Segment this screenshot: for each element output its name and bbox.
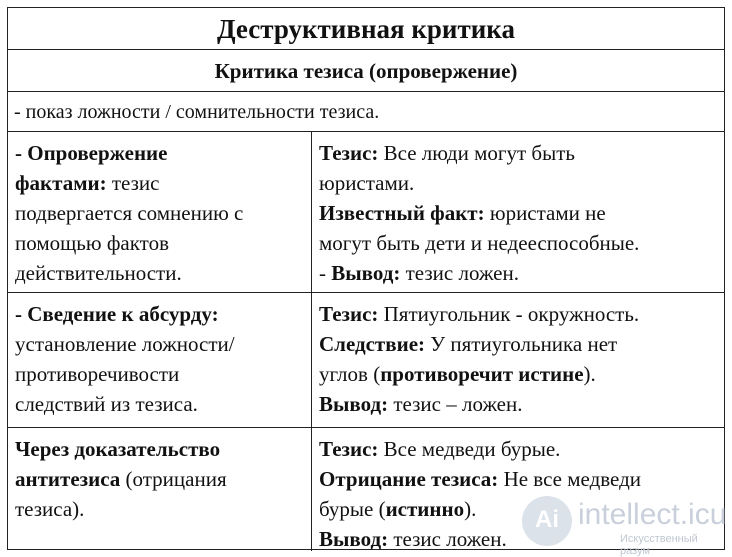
- cell-line: [15, 299, 304, 329]
- cell-line: [15, 359, 304, 389]
- table-title-row: [8, 8, 724, 50]
- cell-line: [15, 198, 304, 228]
- example-cell: [312, 293, 724, 427]
- plain-text: тезиса).: [15, 497, 85, 521]
- plain-text: Не все медведи: [498, 467, 642, 491]
- plain-text: бурые (: [319, 497, 386, 521]
- cell-line: [319, 389, 717, 419]
- example-cell: [312, 132, 724, 292]
- plain-text: Все медведи бурые.: [378, 437, 561, 461]
- plain-text: тезис – ложен.: [388, 392, 523, 416]
- plain-text: могут быть дети и недееспособные.: [319, 231, 640, 255]
- table-description: - показ ложности / сомнительности тезиса.: [14, 101, 380, 123]
- bold-term: Отрицание тезиса:: [319, 467, 499, 491]
- bold-term: Известный факт:: [319, 201, 485, 225]
- plain-text: юристами.: [319, 171, 415, 195]
- watermark: [520, 496, 727, 557]
- bold-term: антитезиса: [15, 467, 121, 491]
- cell-line: [319, 329, 717, 359]
- bold-term: Тезис:: [319, 302, 379, 326]
- bold-term: Вывод:: [331, 261, 401, 285]
- bold-term: Тезис:: [319, 141, 379, 165]
- table-description-row: [8, 92, 724, 132]
- plain-text: следствий из тезиса.: [15, 392, 198, 416]
- cell-line: [15, 329, 304, 359]
- bold-term: противоречит истине: [380, 362, 584, 386]
- plain-text: У пятиугольника нет: [425, 332, 618, 356]
- table-row: [8, 293, 724, 428]
- cell-line: [15, 434, 304, 464]
- plain-text: Пятиугольник - окружность.: [378, 302, 640, 326]
- plain-text: углов (: [319, 362, 381, 386]
- method-cell: [8, 132, 312, 292]
- plain-text: ).: [583, 362, 596, 386]
- cell-line: [319, 434, 717, 464]
- cell-line: [319, 464, 717, 494]
- cell-line: [15, 138, 304, 168]
- cell-line: [15, 464, 304, 494]
- plain-text: противоречивости: [15, 362, 180, 386]
- plain-text: тезис ложен.: [400, 261, 519, 285]
- plain-text: тезис: [106, 171, 160, 195]
- plain-text: юристами не: [484, 201, 606, 225]
- watermark-name: intellect.icu: [578, 498, 727, 531]
- watermark-logo: Ai: [522, 496, 572, 546]
- plain-text: -: [319, 261, 332, 285]
- plain-text: (отрицания: [120, 467, 227, 491]
- cell-line: [319, 138, 717, 168]
- cell-line: [319, 258, 717, 288]
- table-row: [8, 132, 724, 293]
- cell-line: [15, 389, 304, 419]
- bold-term: Тезис:: [319, 437, 379, 461]
- table-subtitle-row: [8, 50, 724, 92]
- bold-term: Следствие:: [319, 332, 426, 356]
- cell-line: [319, 198, 717, 228]
- plain-text: ).: [464, 497, 477, 521]
- plain-text: подвергается сомнению с: [15, 201, 244, 225]
- bold-term: фактами:: [15, 171, 107, 195]
- bold-term: Вывод:: [319, 527, 389, 551]
- cell-line: [15, 168, 304, 198]
- cell-line: [15, 258, 304, 288]
- watermark-tagline: Искусственный разум: [620, 533, 698, 557]
- cell-line: [319, 228, 717, 258]
- cell-line: [319, 299, 717, 329]
- table-subtitle: Критика тезиса (опровержение): [214, 59, 518, 83]
- cell-line: [15, 494, 304, 524]
- method-cell: [8, 428, 312, 551]
- cell-line: [319, 168, 717, 198]
- plain-text: Все люди могут быть: [378, 141, 575, 165]
- critique-table: [7, 7, 725, 550]
- bold-term: - Опровержение: [15, 141, 168, 165]
- plain-text: установление ложности/: [15, 332, 235, 356]
- bold-term: Вывод:: [319, 392, 389, 416]
- plain-text: помощью фактов: [15, 231, 169, 255]
- table-title: Деструктивная критика: [217, 14, 515, 44]
- plain-text: действительности.: [15, 261, 182, 285]
- cell-line: [319, 359, 717, 389]
- method-cell: [8, 293, 312, 427]
- bold-term: истинно: [385, 497, 465, 521]
- bold-term: - Сведение к абсурду:: [15, 302, 219, 326]
- plain-text: тезис ложен.: [388, 527, 507, 551]
- cell-line: [15, 228, 304, 258]
- bold-term: Через доказательство: [15, 437, 221, 461]
